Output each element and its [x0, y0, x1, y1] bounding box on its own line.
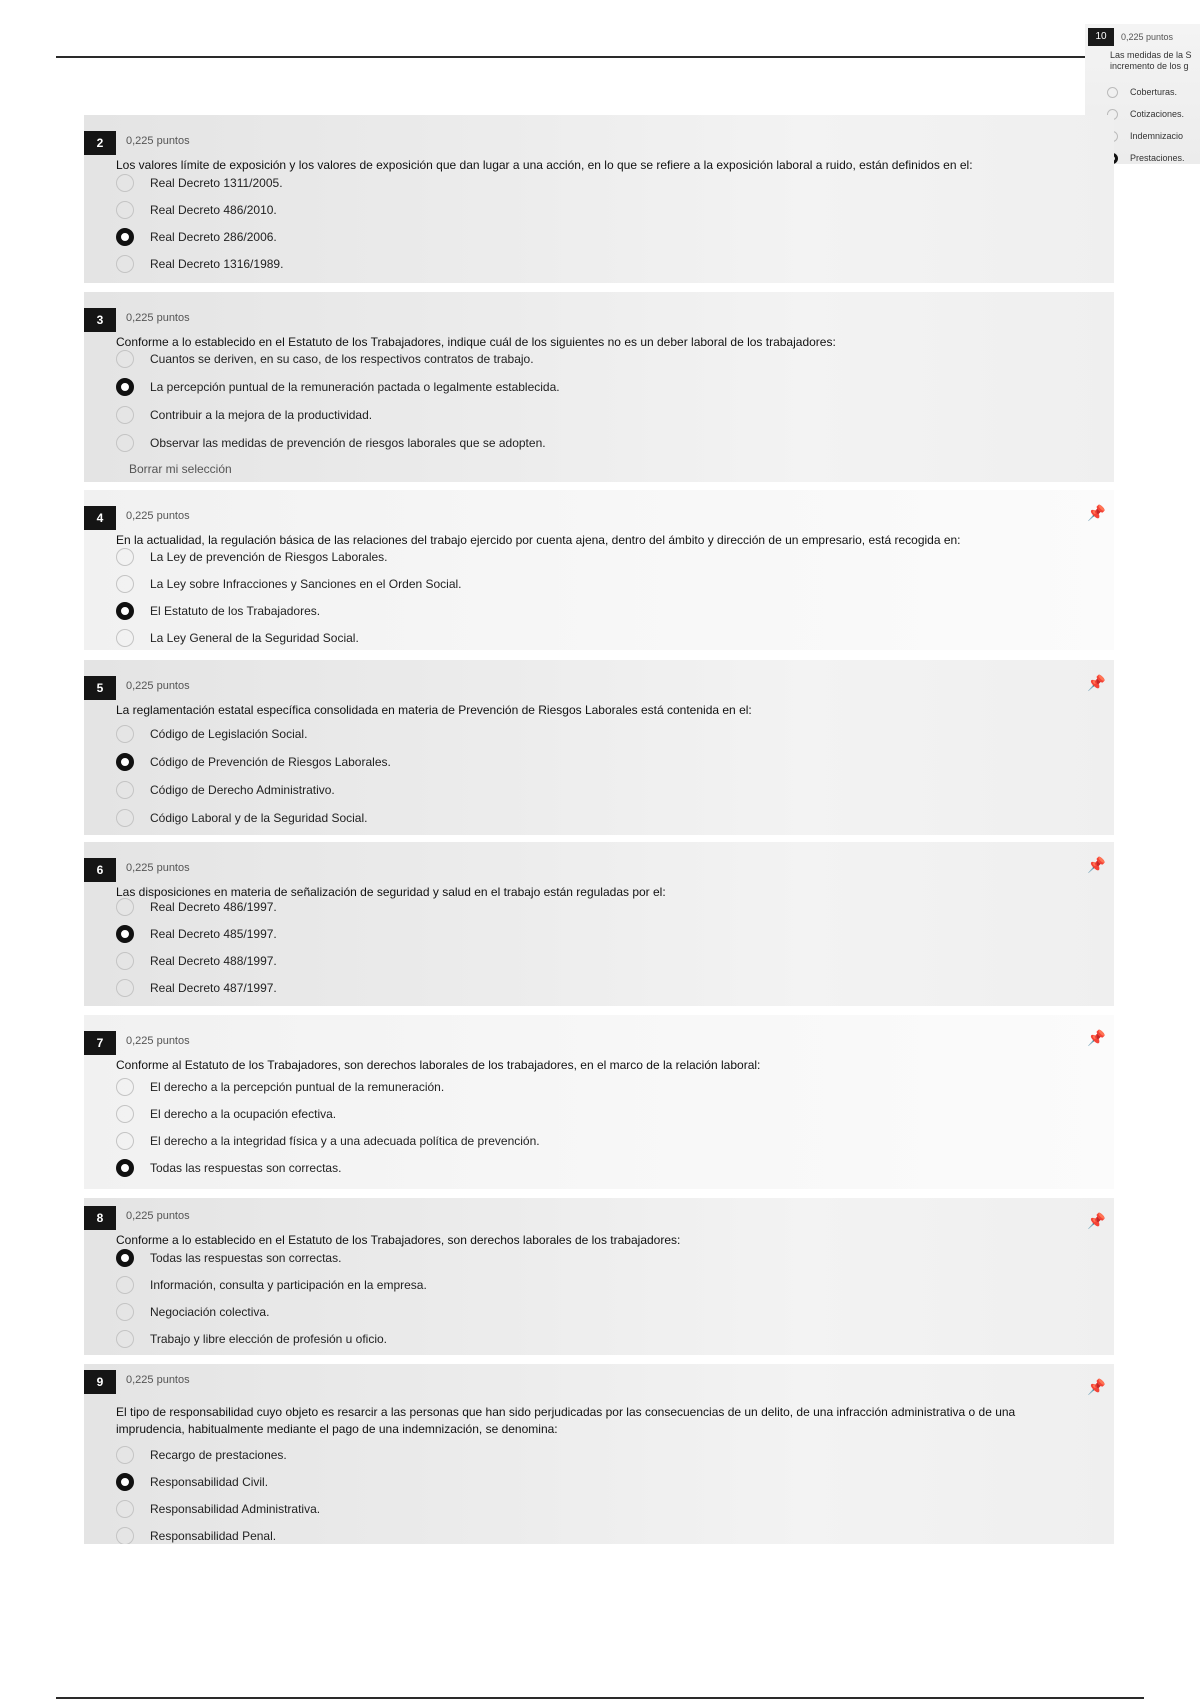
radio-button[interactable]	[116, 575, 134, 593]
answer-label: Real Decreto 485/1997.	[150, 926, 277, 941]
question-card-9	[84, 1364, 1114, 1544]
radio-button[interactable]	[116, 1446, 134, 1464]
answer-option[interactable]	[116, 977, 277, 997]
pin-icon[interactable]: 📌	[1087, 857, 1106, 874]
question-number: 4	[84, 506, 116, 530]
question-points: 0,225 puntos	[126, 312, 190, 324]
radio-button[interactable]	[116, 1330, 134, 1348]
answer-label: Coberturas.	[1130, 87, 1178, 97]
radio-button[interactable]	[116, 1276, 134, 1294]
radio-button[interactable]	[116, 725, 134, 743]
answer-option[interactable]	[116, 1328, 387, 1348]
radio-button-selected[interactable]	[116, 925, 134, 943]
question-number: 3	[84, 308, 116, 332]
answer-label: Prestaciones.	[1130, 153, 1185, 163]
answer-option[interactable]	[116, 573, 462, 593]
answer-label: La Ley General de la Seguridad Social.	[150, 630, 359, 645]
radio-button-selected[interactable]	[116, 602, 134, 620]
question-card-2	[84, 115, 1114, 283]
answer-option[interactable]	[116, 1157, 341, 1177]
radio-button[interactable]	[116, 1500, 134, 1518]
answer-label: Responsabilidad Civil.	[150, 1474, 269, 1489]
radio-button[interactable]	[116, 979, 134, 997]
answer-label: Trabajo y libre elección de profesión u oficio.	[150, 1331, 388, 1346]
question-card-3	[84, 292, 1114, 482]
question-card-8	[84, 1198, 1114, 1355]
pin-icon[interactable]: 📌	[1087, 1213, 1106, 1230]
question-points: 0,225 puntos	[126, 135, 190, 147]
question-points: 0,225 puntos	[126, 1035, 190, 1047]
radio-button[interactable]	[116, 1105, 134, 1123]
answer-label: Todas las respuestas son correctas.	[150, 1250, 342, 1265]
question-stem-line: Las medidas de la S	[1110, 50, 1192, 60]
radio-button[interactable]	[116, 898, 134, 916]
answer-option[interactable]	[116, 751, 391, 771]
question-number: 10	[1088, 28, 1114, 46]
answer-label: Código de Derecho Administrativo.	[150, 782, 335, 797]
answer-option[interactable]	[116, 723, 307, 743]
answer-option[interactable]	[116, 1130, 540, 1150]
answer-label: Observar las medidas de prevención de riesgos laborales que se adopten.	[150, 435, 546, 450]
answer-option[interactable]	[1107, 148, 1185, 164]
question-card-7	[84, 1015, 1114, 1189]
radio-button[interactable]	[1107, 87, 1118, 98]
radio-button[interactable]	[116, 781, 134, 799]
answer-label: Código de Legislación Social.	[150, 726, 308, 741]
question-card-4	[84, 490, 1114, 650]
question-number: 9	[84, 1370, 116, 1394]
answer-option[interactable]	[116, 348, 534, 368]
pin-icon[interactable]: 📌	[1087, 675, 1106, 692]
question-stem	[1110, 50, 1192, 72]
radio-button-selected[interactable]	[116, 378, 134, 396]
answer-label: La Ley sobre Infracciones y Sanciones en el Orden Social.	[150, 576, 462, 591]
radio-button[interactable]	[116, 406, 134, 424]
answer-option[interactable]	[116, 199, 277, 219]
question-points: 0,225 puntos	[126, 1374, 190, 1386]
question-stem: Los valores límite de exposición y los valores de exposición que dan lugar a una acción, en lo que se refiere a la exposición laboral a ruido, están definidos en el:	[116, 158, 973, 172]
radio-button-selected[interactable]	[116, 1473, 134, 1491]
answer-option[interactable]	[116, 1103, 336, 1123]
answer-option[interactable]	[116, 1444, 287, 1464]
radio-button-selected[interactable]	[116, 1159, 134, 1177]
radio-button[interactable]	[116, 1132, 134, 1150]
bottom-divider	[56, 1697, 1144, 1699]
answer-label: Contribuir a la mejora de la productividad.	[150, 407, 373, 422]
answer-option[interactable]	[116, 1247, 341, 1267]
question-card-5	[84, 660, 1114, 835]
question-stem: Conforme a lo establecido en el Estatuto de los Trabajadores, son derechos laborales de los trabajadores:	[116, 1233, 681, 1247]
answer-option[interactable]	[116, 779, 335, 799]
answer-option[interactable]	[116, 600, 320, 620]
radio-button[interactable]	[116, 1527, 134, 1544]
answer-label: La percepción puntual de la remuneración pactada o legalmente establecida.	[150, 379, 560, 394]
radio-button-selected[interactable]	[116, 228, 134, 246]
pin-icon[interactable]: 📌	[1087, 1030, 1106, 1047]
question-number: 7	[84, 1031, 116, 1055]
answer-label: Real Decreto 286/2006.	[150, 229, 277, 244]
answer-option[interactable]	[1107, 104, 1184, 124]
answer-option[interactable]	[116, 1274, 427, 1294]
radio-button[interactable]	[116, 629, 134, 647]
radio-button[interactable]	[116, 350, 134, 368]
pin-icon[interactable]: 📌	[1087, 505, 1106, 522]
answer-option[interactable]	[116, 546, 388, 566]
radio-button[interactable]	[116, 952, 134, 970]
answer-label: Recargo de prestaciones.	[150, 1447, 287, 1462]
answer-option[interactable]	[116, 1076, 444, 1096]
clear-selection-link[interactable]: Borrar mi selección	[129, 462, 232, 476]
radio-button-selected[interactable]	[116, 753, 134, 771]
radio-button[interactable]	[116, 434, 134, 452]
answer-label: Indemnizacio	[1130, 131, 1184, 141]
answer-option[interactable]	[116, 807, 367, 827]
radio-button[interactable]	[116, 809, 134, 827]
answer-option[interactable]	[116, 950, 277, 970]
answer-option[interactable]	[116, 432, 546, 452]
question-stem: El tipo de responsabilidad cuyo objeto es resarcir a las personas que han sido perjudicadas por las consecuencias de un delito, de una infracción administrativa o de una imprudencia, habitualmente mediante el pago de una indemnización, se denomina:	[116, 1405, 1016, 1436]
answer-label: Código de Prevención de Riesgos Laborales.	[150, 754, 391, 769]
radio-button[interactable]	[116, 255, 134, 273]
answer-label: Real Decreto 486/2010.	[150, 202, 277, 217]
question-stem-line: incremento de los g	[1110, 61, 1189, 71]
question-stem: Las disposiciones en materia de señalización de seguridad y salud en el trabajo están reguladas por el:	[116, 885, 666, 899]
question-stem: Conforme a lo establecido en el Estatuto de los Trabajadores, indique cuál de los siguientes no es un deber laboral de los trabajadores:	[116, 335, 836, 349]
answer-label: Código Laboral y de la Seguridad Social.	[150, 810, 368, 825]
top-divider	[56, 56, 1090, 58]
question-number: 2	[84, 131, 116, 155]
radio-button[interactable]	[116, 174, 134, 192]
answer-option[interactable]	[116, 404, 372, 424]
question-number: 5	[84, 676, 116, 700]
answer-label: Negociación colectiva.	[150, 1304, 270, 1319]
answer-label: El Estatuto de los Trabajadores.	[150, 603, 321, 618]
question-stem: Conforme al Estatuto de los Trabajadores, son derechos laborales de los trabajadores, en el marco de la relación laboral:	[116, 1058, 761, 1072]
answer-option[interactable]	[116, 376, 560, 396]
radio-button[interactable]	[116, 1078, 134, 1096]
question-points: 0,225 puntos	[1121, 32, 1174, 42]
answer-label: Cuantos se deriven, en su caso, de los respectivos contratos de trabajo.	[150, 351, 534, 366]
question-points: 0,225 puntos	[126, 1210, 190, 1222]
question-points: 0,225 puntos	[126, 862, 190, 874]
answer-label: Cotizaciones.	[1130, 109, 1185, 119]
radio-button[interactable]	[116, 1303, 134, 1321]
answer-option[interactable]	[116, 627, 359, 647]
question-number: 6	[84, 858, 116, 882]
answer-label: Real Decreto 488/1997.	[150, 953, 277, 968]
answer-option[interactable]	[116, 1498, 320, 1518]
radio-button[interactable]	[116, 548, 134, 566]
answer-option[interactable]	[1107, 126, 1183, 146]
question-stem: La reglamentación estatal específica consolidada en materia de Prevención de Riesgos Laborales está contenida en el:	[116, 703, 752, 717]
answer-label: Real Decreto 486/1997.	[150, 899, 277, 914]
answer-option[interactable]	[116, 1301, 269, 1321]
answer-label: El derecho a la integridad física y a una adecuada política de prevención.	[150, 1133, 540, 1148]
radio-button[interactable]	[116, 201, 134, 219]
answer-label: Real Decreto 487/1997.	[150, 980, 277, 995]
pin-icon[interactable]: 📌	[1087, 1379, 1106, 1396]
answer-option[interactable]	[116, 1471, 268, 1491]
answer-option[interactable]	[116, 172, 283, 192]
question-stem: En la actualidad, la regulación básica de las relaciones del trabajo ejercido por cuenta ajena, dentro del ámbito y dirección de un empresario, está recogida en:	[116, 533, 961, 547]
answer-option[interactable]	[1107, 82, 1177, 102]
answer-label: La Ley de prevención de Riesgos Laborales.	[150, 549, 388, 564]
answer-label: Real Decreto 1311/2005.	[150, 175, 283, 190]
answer-label: Real Decreto 1316/1989.	[150, 256, 284, 271]
answer-label: Todas las respuestas son correctas.	[150, 1160, 342, 1175]
answer-option[interactable]	[116, 896, 277, 916]
answer-option[interactable]	[116, 1525, 276, 1544]
answer-option[interactable]	[116, 923, 277, 943]
question-number: 8	[84, 1206, 116, 1230]
radio-button-selected[interactable]	[116, 1249, 134, 1267]
question-card-6	[84, 842, 1114, 1006]
answer-option[interactable]	[116, 253, 283, 273]
question-points: 0,225 puntos	[126, 680, 190, 692]
answer-label: Responsabilidad Administrativa.	[150, 1501, 321, 1516]
answer-label: El derecho a la percepción puntual de la remuneración.	[150, 1079, 445, 1094]
answer-label: Información, consulta y participación en la empresa.	[150, 1277, 427, 1292]
answer-label: Responsabilidad Penal.	[150, 1528, 277, 1543]
answer-option[interactable]	[116, 226, 277, 246]
answer-label: El derecho a la ocupación efectiva.	[150, 1106, 337, 1121]
question-points: 0,225 puntos	[126, 510, 190, 522]
